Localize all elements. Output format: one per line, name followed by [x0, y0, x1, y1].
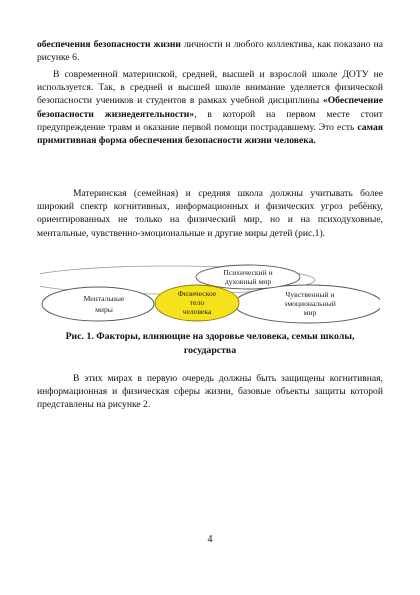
- spiritual-world-label-1: Психический и: [223, 268, 273, 277]
- physical-body-label-1: Физическое: [177, 289, 217, 298]
- paragraph-text: В современной материнской, средней, высшей и взрослой школе ДОТУ не используется. Так, в средней и высшей школе внимание уделяется физической безопасности учеников и студентов в рамках учебной дисциплины: [37, 69, 383, 107]
- paragraph-protection: В этих мирах в первую очередь должны быть защищены когнитивная, информационная и физическая сферы жизни, базовые объекты защиты которой представлены на рисунке 2.: [37, 373, 383, 411]
- page-number: 4: [207, 534, 213, 545]
- spiritual-world-label-2: духовный мир: [224, 277, 272, 286]
- emotional-world-label-2: эмоциональный: [284, 299, 336, 308]
- paragraph-intro: [37, 38, 383, 64]
- factors-diagram: [40, 262, 380, 326]
- physical-body-label-3: человека: [182, 307, 212, 316]
- paragraph-text: , в которой на первом месте стоит предупреждение травм и оказание первой помощи пострадавшему. Это есть: [37, 108, 383, 133]
- figure-caption: [30, 330, 390, 357]
- mental-worlds-label-1: Ментальные: [83, 294, 125, 303]
- bold-phrase: обеспечения безопасности жизни: [37, 39, 181, 50]
- paragraph-threats: Материнская (семейная) и средняя школа должны учитывать более широкий спектр когнитивных, информационных и физических угроз ребёнку, ориентированных не только на физический мир, но и на психодуховные, ментальные, чувственно-эмоциональные и другие миры детей (рис.1).: [37, 188, 383, 239]
- emotional-world-label-3: мир: [303, 308, 317, 317]
- physical-body-label-2: тело: [189, 298, 205, 307]
- caption-line: государства: [183, 344, 237, 356]
- mental-worlds-ellipse: [42, 287, 154, 321]
- paragraph-text: личности и любого коллектива, как показано на рисунке 6.: [37, 39, 383, 64]
- mental-worlds-label-2: миры: [95, 305, 113, 314]
- emotional-world-label-1: Чувственный и: [285, 290, 335, 299]
- discipline-name: «Обеспечение безопасности жизнедеятельности»: [37, 95, 383, 120]
- caption-line: Рис. 1. Факторы, влияющие на здоровье человека, семьи школы,: [65, 331, 355, 342]
- paragraph-schools: [37, 68, 383, 147]
- bold-conclusion: самая примитивная форма обеспечения безопасности жизни человека.: [37, 121, 383, 147]
